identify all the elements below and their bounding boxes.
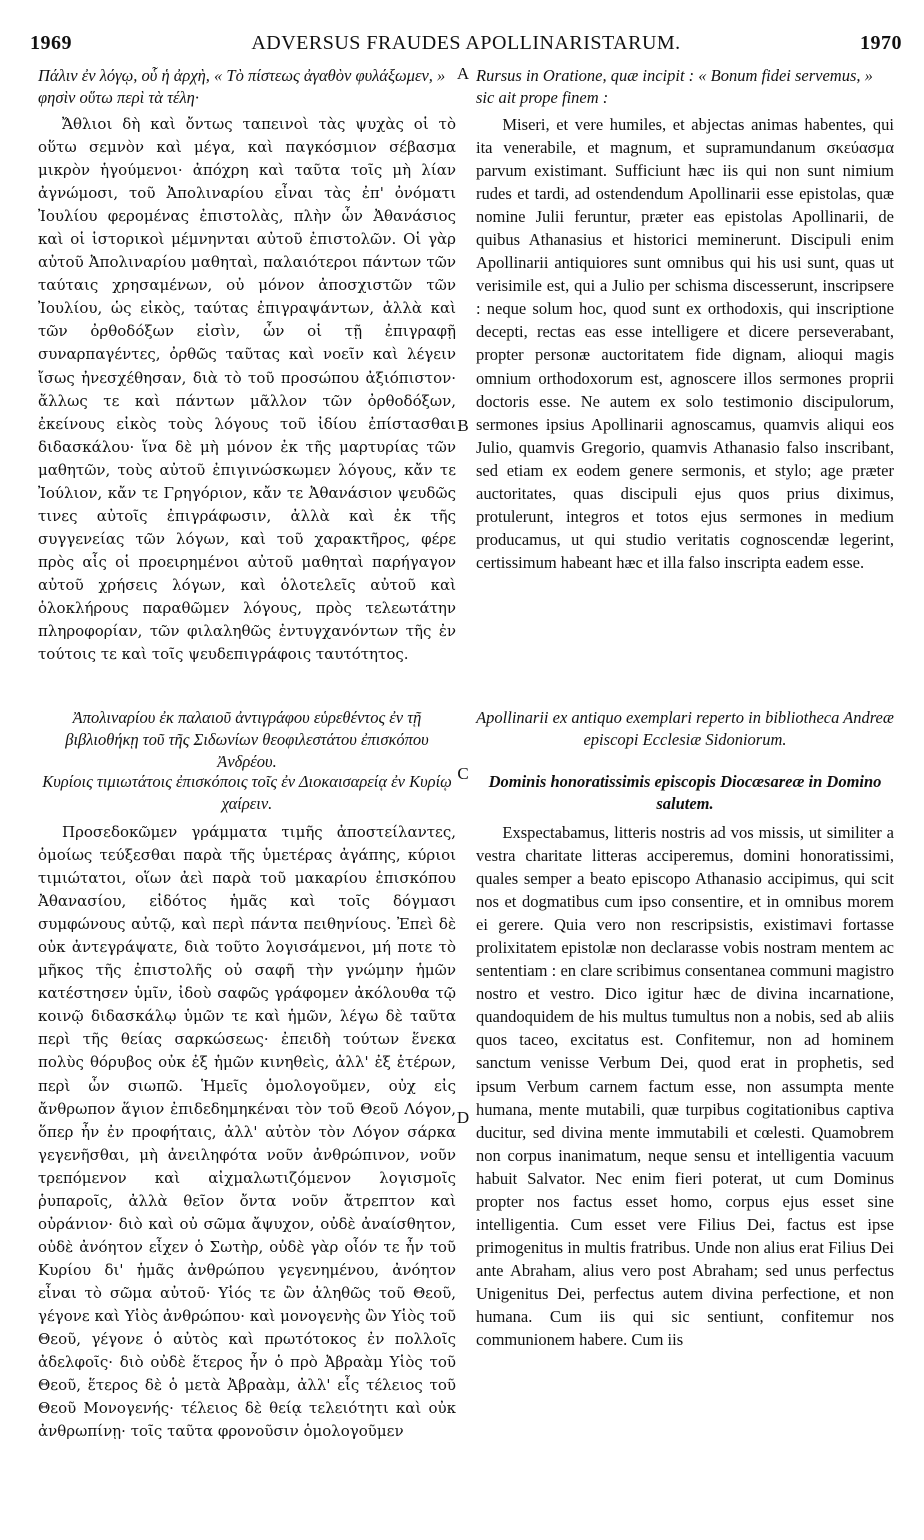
page-number-left: 1969 (30, 32, 72, 54)
greek-source-heading: Ἀπολιναρίου ἐκ παλαιοῦ ἀντιγράφου εὑρεθέντος ἐν τῇ βιβλιοθήκῃ τοῦ τῆς Σιδωνίων θεοφιλεστάτου ἐπισκόπου Ἀνδρέου. (65, 708, 429, 771)
margin-letter-c: C (457, 764, 469, 783)
latin-intro-text: Miseri, et vere humiles, et abjectas animas habentes, qui ita venerabile, et magnum, et supramundanum σκεύασμα parvum existimant. Sufficiunt hæc iis qui non sunt nimium rudes et tardi, ad ostendendum Apollinarii esse epistolas, quæ nomine Julii feruntur, præter eas epistolas Apollinarii, de quibus Athanasius et historici meminerunt. Discipuli enim Apollinarii antiquiores sunt omnibus qui his usi sunt, quas ut verisimile est, qui a Julio per schisma discesserunt, inscripsere : neque solum hoc, quod sunt ex orthodoxis, qui inscriptione decepti, rectas eas esse intelligere et dicere perseverabant, propter personæ auctoritatem fide dignam, alioqui magis omnium orthodoxorum est, agnoscere illos sermones proprii doctoris esse. Ne autem ex solo testimonio discipulorum, sermones ipsius Apollinarii agnoscamus, quamvis aliqui eos Julio, quamvis Gregorio, quamvis Athanasio falso inscribant, sed etiam ex eodem genere sermonis, et stylo; age præter auctoritates, quas discipuli ejus quos prius diximus, protulerunt, integros et totos ejus sermones in medium producamus, ut qui studio veritatis cognoscendæ legerint, certissimum habeant hæc et illa falso inscripta eadem esse. (476, 115, 894, 572)
greek-intro-heading: Πάλιν ἐν λόγῳ, οὗ ἡ ἀρχὴ, « Τὸ πίστεως ἀγαθὸν φυλάξωμεν, » φησὶν οὕτω περὶ τὰ τέλη· (38, 66, 446, 107)
margin-letters (453, 0, 473, 1540)
page-number-right: 1970 (860, 32, 902, 54)
margin-letter-a: A (456, 64, 470, 83)
greek-address-heading: Κυρίοις τιμιωτάτοις ἐπισκόποις τοῖς ἐν Διοκαισαρείᾳ ἐν Κυρίῳ χαίρειν. (42, 772, 452, 813)
latin-address-heading: Dominis honoratissimis episcopis Diocæsareæ in Domino salutem. (488, 772, 882, 813)
latin-letter-text: Exspectabamus, litteris nostris ad vos missis, ut similiter a vestra charitate litteras acciperemus, domini honoratissimi, quales semper a beato episcopo Athanasio accipimus, qui scit nos et dogmatibus cum ipso consentire, et in omnibus morem ei gerere. Quia vero non rescripsistis, existimavi fortasse prolixitatem epistolæ non declarasse vobis nostram mentem ac sententiam : en clare scribimus consentanea communi magistro nostro et vestro. Dico igitur hæc de divina incarnatione, quandoquidem de his multus tumultus non a nobis, sed ab aliis quos taceo, excitatus est. Confitemur, non ad hominem sanctum venisse Verbum Dei, quod erat in prophetis, sed ipsum Verbum carnem factum esse, non assumpta mente humana, mente mutabili, quæ turpibus cogitationibus captiva ducitur, sed divina mente immutabili et cœlesti. Quamobrem non corpus inanimatum, neque sensu et intelligentia vacuum habuit Salvator. Nec enim fieri poterat, ut cum Dominus propter nos factus esset homo, corpus ejus esset sine intelligentia. Cum esset vere Filius Dei, factus est ipse primogenitus in multis fratribus. Unde non alius erat Filius Dei ante Abraham, alius vero post Abraham; sed unus perfectus Unigenitus Dei, perfectus autem divina perfectione, et non humana. Cum iis qui sic sentiunt, confitemur nos communionem habere. Cum iis (476, 823, 894, 1350)
margin-letter-d: D (456, 1108, 470, 1127)
margin-letter-b: B (457, 416, 469, 435)
latin-intro-heading: Rursus in Oratione, quæ incipit : « Bonum fidei servemus, » sic ait prope finem : (476, 66, 873, 107)
running-title: ADVERSUS FRAUDES APOLLINARISTARUM. (251, 32, 681, 54)
latin-source-heading: Apollinarii ex antiquo exemplari reperto in bibliotheca Andreæ episcopi Ecclesiæ Sidoniorum. (476, 708, 894, 749)
greek-letter-text: Προσεδοκῶμεν γράμματα τιμῆς ἀποστείλαντες, ὁμοίως τεύξεσθαι παρὰ τῆς ὑμετέρας ἀγάπης, κύριοι τιμιώτατοι, οἵων ἀεὶ παρὰ τοῦ μακαρίου ἐπισκόπου Ἀθανασίου, εἰδότος ἡμᾶς καὶ τοῖς δόγμασι συμφώνους αὐτῷ, καὶ περὶ πάντα πειθηνίους. Ἐπεὶ δὲ οὐκ ἀντεγράψατε, διὰ τοῦτο λογισάμενοι, μή ποτε τὸ μῆκος τῆς ἐπιστολῆς οὐ σαφῆ τὴν γνώμην ἡμῶν κατέστησεν ὑμῖν, ἰδοὺ σαφῶς γράφομεν ἀκόλουθα τῷ κοινῷ διδασκάλῳ ὑμῶν τε καὶ ἡμῶν, λέγω δὲ ταῦτα περὶ τῆς θείας σαρκώσεως· ἐπειδὴ τούτων ἕνεκα πολὺς θόρυβος οὐκ ἐξ ἡμῶν κινηθεὶς, ἀλλ' ἐξ ἑτέρων, περὶ ὧν σιωπῶ. Ἡμεῖς ὁμολογοῦμεν, οὐχ εἰς ἄνθρωπον ἅγιον ἐπιδεδημηκέναι τὸν τοῦ Θεοῦ Λόγον, ὅπερ ἦν ἐν προφήταις, ἀλλ' αὐτὸν τὸν Λόγον σάρκα γεγενῆσθαι, μὴ ἀνειληφότα νοῦν ἀνθρώπινον, νοῦν τρεπόμενον καὶ αἰχμαλωτιζόμενον λογισμοῖς ῥυπαροῖς, ἀλλὰ θεῖον ὄντα νοῦν ἄτρεπτον καὶ οὐράνιον· διὸ καὶ οὐ σῶμα ἄψυχον, οὐδὲ ἀναίσθητον, οὐδὲ ἀνόητον εἶχεν ὁ Σωτὴρ, οὐδὲ γὰρ οἷόν τε ἦν τοῦ Κυρίου δι' ἡμᾶς ἀνθρώπου γεγενημένου, ἀνόητον εἶναι τὸ σῶμα αὐτοῦ· Υἱός τε ὢν ἀληθῶς τοῦ Θεοῦ, γέγονε καὶ Υἱὸς ἀνθρώπου· καὶ μονογενὴς ὢν Υἱὸς τοῦ Θεοῦ, γέγονε ὁ αὐτὸς καὶ πρωτότοκος ἐν πολλοῖς ἀδελφοῖς· διὸ οὐδὲ ἕτερος ἦν ὁ πρὸ Ἀβραὰμ Υἱὸς τοῦ Θεοῦ, ἕτερος δὲ ὁ μετὰ Ἀβραὰμ, ἀλλ' εἷς τέλειος τοῦ Θεοῦ Μονογενής· τέλειος δὲ θείᾳ τελειότητι καὶ οὐκ ἀνθρωπίνῃ· τοῖς ταῦτα φρονοῦσιν ὁμολογοῦμεν (38, 823, 456, 1441)
greek-intro-text: Ἄθλιοι δὴ καὶ ὄντως ταπεινοὶ τὰς ψυχὰς οἱ τὸ οὕτω σεμνὸν καὶ μέγα, καὶ παγκόσμιον σέβασμα μικρὸν ἡγούμενοι· ἀπόχρη καὶ ταῦτα τοῖς μὴ λίαν ἀγνώμοσι, τοῦ Ἀπολιναρίου εἶναι τὰς ἐπ' ὀνόματι Ἰουλίου φερομένας ἐπιστολὰς, πλὴν ὧν Ἀθανάσιος καὶ οἱ ἱστορικοὶ μέμνηνται αὐτοῦ ἐπιστολῶν. Οἱ γὰρ αὐτοῦ Ἀπολιναρίου μαθηταὶ, παλαιότεροι πάντων τῶν ταύταις χρησαμένων, οὐ μόνον ἀποσχιστῶν τῶν Ἰουλίου, ὡς εἰκὸς, ταύτας ἐπιγραψάντων, ἀλλὰ καὶ τῶν ὀρθοδόξων εἰσὶν, ὧν οἱ τῇ ἐπιγραφῇ συναρπαγέντες, ὀρθῶς ταῦτας καὶ νοεῖν καὶ λέγειν ἴσως ἠνεσχέθησαν, διὰ τὸ τοῦ προσώπου ἀξιόπιστον· ἄλλως τε καὶ πάντων μᾶλλον τῶν ὀρθοδόξων, ἐκείνους εἰκὸς τοὺς λόγους τοῦ ἰδίου ἐπίστασθαι διδασκάλου· ἵνα δὲ μὴ μόνον ἐκ τῆς μαρτυρίας τῶν μαθητῶν, τοὺς αὐτοῦ ἐπιγινώσκωμεν λόγους, κἄν τε Ἰούλιον, κἄν τε Γρηγόριον, κἄν τε Ἀθανάσιον ψευδῶς τινες αὐτοῖς ἐπιγράφωσιν, ἀλλὰ καὶ ἐκ τῆς συγγενείας τῶν λόγων, καὶ τοῦ χαρακτῆρος, φέρε πρὸς αἷς οἱ προειρημένοι αὐτοῦ μαθηταὶ παρήγαγον αὐτοῦ χρήσεις λόγων, καὶ ὁλοτελεῖς αὐτοῦ καὶ ὁλοκλήρους παραθῶμεν λόγους, πρὸς τελεωτάτην πληροφορίαν, τῶν φιλαληθῶς ἐντυγχανόντων τῆς ἐν τούτοις τε καὶ τοῖς ψευδεπιγράφοις ταυτότητος. (38, 115, 456, 664)
